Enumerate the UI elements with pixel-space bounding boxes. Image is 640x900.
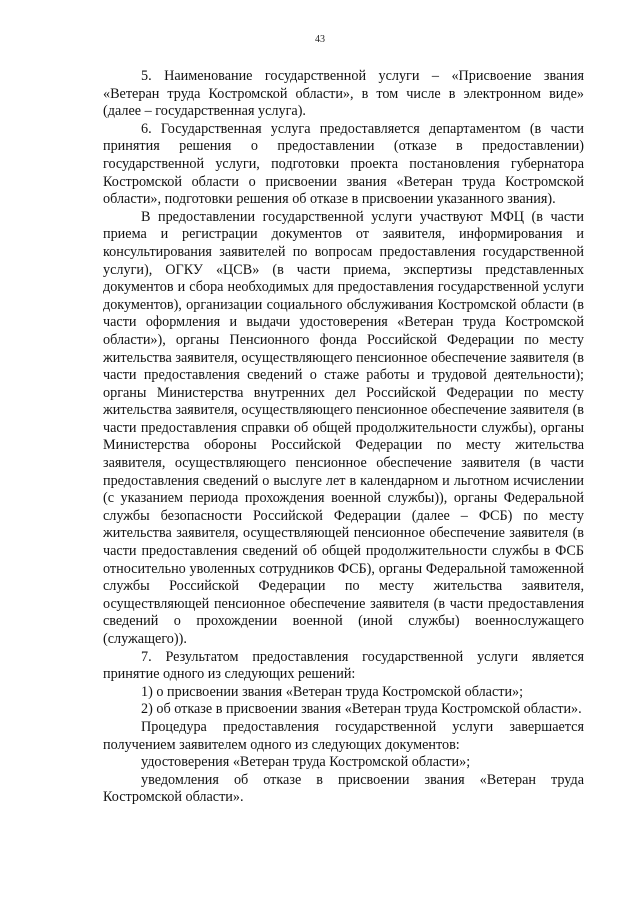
paragraph-service-name: 5. Наименование государственной услуги – «Присвоение звания «Ветеран труда Костромской области», в том числе в электронном виде» (далее – государственная услуга). — [103, 68, 584, 120]
paragraph-result-intro: 7. Результатом предоставления государственной услуги является принятие одного из следующих решений: — [103, 648, 584, 683]
list-item-refusal-decision: 2) об отказе в присвоении звания «Ветеран труда Костромской области». — [141, 701, 582, 718]
list-item-certificate: удостоверения «Ветеран труда Костромской области»; — [141, 754, 471, 771]
document-body — [103, 68, 584, 807]
list-item-refusal-notice: уведомления об отказе в присвоении звания «Ветеран труда Костромской области». — [103, 771, 584, 806]
paragraph-service-provider: 6. Государственная услуга предоставляется департаментом (в части принятия решения о предоставлении (отказе в предоставлении) государственной услуги, подготовки проекта постановления губернатора Костромской области о присвоении звания «Ветеран труда Костромской области», подготовки решения об отказе в присвоении указанного звания). — [103, 120, 584, 208]
paragraph-procedure-completion: Процедура предоставления государственной услуги завершается получением заявителем одного из следующих документов: — [103, 718, 584, 753]
list-item-award-decision: 1) о присвоении звания «Ветеран труда Костромской области»; — [141, 683, 524, 700]
paragraph-participants: В предоставлении государственной услуги участвуют МФЦ (в части приема и регистрации документов от заявителя, информирования и консультирования заявителей по вопросам предоставления государственной услуги), ОГКУ «ЦСВ» (в части приема, экспертизы представленных документов и сбора необходимых для предоставления государственной услуги документов), организации социального обслуживания Костромской области (в части оформления и выдачи удостоверения «Ветеран труда Костромской области»), органы Пенсионного фонда Российской Федерации по месту жительства заявителя, осуществляющего пенсионное обеспечение заявителя (в части предоставления сведений о стаже работы и трудовой деятельности); органы Министерства внутренних дел Российской Федерации по месту жительства заявителя, осуществляющего пенсионное обеспечение заявителя (в части предоставления справки об общей продолжительности службы), органы Министерства обороны Российской Федерации по месту жительства заявителя, осуществляющего пенсионное обеспечение заявителя (в части предоставления сведений о выслуге лет в календарном и льготном исчислении (с указанием периода прохождения военной службы)), органы Федеральной службы безопасности Российской Федерации (далее – ФСБ) по месту жительства заявителя, осуществляющей пенсионное обеспечение заявителя (в части предоставления сведений об общей продолжительности службы в ФСБ относительно уволенных сотрудников ФСБ), органы Федеральной таможенной службы Российской Федерации по месту жительства заявителя, осуществляющей пенсионное обеспечение заявителя (в части предоставления сведений о прохождении военной (иной службы) военнослужащего (служащего)). — [103, 208, 584, 647]
page-number: 43 — [315, 34, 325, 45]
